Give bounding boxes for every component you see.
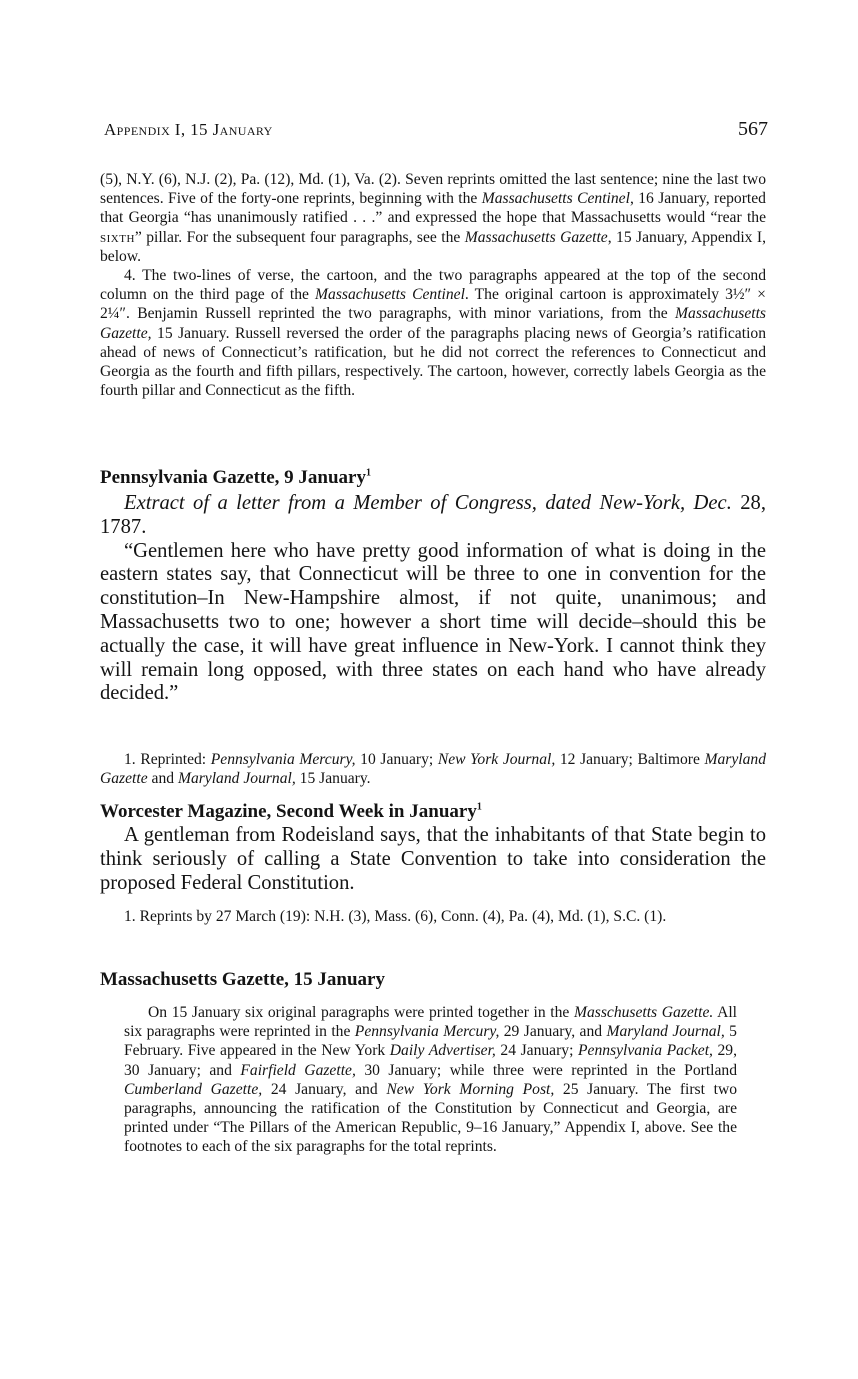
footnote-marker: 1 [366,467,371,479]
note-4-paragraph: 4. The two-lines of verse, the cartoon, and the two paragraphs appeared at the top of the second column on the third page of the Massachusetts Centinel. The original cartoon is approximately 3½″ × 2¼″. Benjamin Russell reprinted the two paragraphs, with minor variations, from the Massachusetts Gazette, 15 January. Russell reversed the order of the paragraphs placing news of Georgia’s ratification ahead of news of Connecticut’s ratification, but he did not correct the references to Connecticut and Georgia as the fourth and fifth pillars, respectively. The cartoon, however, correctly labels Georgia as the fourth pillar and Connecticut as the fifth. [100,267,766,400]
section-title: Massachusetts Gazette, 15 January [100,969,385,990]
section-title: Pennsylvania Gazette, 9 January$^1$ [100,467,371,488]
dateline: Extract of a letter from a Member of Congress, dated New-York, Dec. 28, 1787. [100,492,766,538]
letter-body: “Gentlemen here who have pretty good information of what is doing in the eastern states say, that Connecticut will be three to one in convention for the constitution–In New-Hampshire almost, if not quite, unanimous; and Massachusetts two to one; however a short time will decide–should this be actually the case, it will have great influence in New-York. I cannot think they will remain long opposed, with three states on each hand who have already decided.” [100,539,766,705]
running-title: Appendix I, 15 January [104,120,273,139]
page-number: 567 [738,118,768,140]
editorial-note [124,1003,737,1157]
section-title: Worcester Magazine, Second Week in January$^1$ [100,801,482,822]
worcester-magazine-section [100,800,766,927]
pennsylvania-gazette-section [100,466,766,789]
article-body: A gentleman from Rodeisland says, that the inhabitants of that State begin to think seriously of calling a State Convention to take into consideration the proposed Federal Constitution. [100,824,766,894]
continued-notes [100,170,766,400]
footnote: 1. Reprinted: Pennsylvania Mercury, 10 January; New York Journal, 12 January; Baltimore Maryland Gazette and Maryland Journal, 15 January. [100,751,766,788]
note-paragraph: (5), N.Y. (6), N.J. (2), Pa. (12), Md. (1), Va. (2). Seven reprints omitted the last sentence; nine the last two sentences. Five of the forty-one reprints, beginning with the Massachusetts Centinel, 16 January, reported that Georgia “has unanimously ratified . . .” and expressed the hope that Massachusetts would “rear the sixth” pillar. For the subsequent four paragraphs, see the Massachusetts Gazette, 15 January, Appendix I, below. [100,171,766,265]
footnote-marker: 1 [476,801,482,813]
massachusetts-gazette-section [100,968,766,992]
footnote: 1. Reprints by 27 March (19): N.H. (3), Mass. (6), Conn. (4), Pa. (4), Md. (1), S.C. (1). [124,908,667,926]
editorial-paragraph: On 15 January six original paragraphs were printed together in the Masschusetts Gazette. All six paragraphs were reprinted in the Pennsylvania Mercury, 29 January, and Maryland Journal, 5 February. Five appeared in the New York Daily Advertiser, 24 January; Pennsylvania Packet, 29, 30 January; and Fairfield Gazette, 30 January; while three were reprinted in the Portland Cumberland Gazette, 24 January, and New York Morning Post, 25 January. The first two paragraphs, announcing the ratification of the Constitution by Connecticut and Georgia, are printed under “The Pillars of the American Republic, 9–16 January,” Appendix I, above. See the footnotes to each of the six paragraphs for the total reprints. [124,1004,737,1156]
